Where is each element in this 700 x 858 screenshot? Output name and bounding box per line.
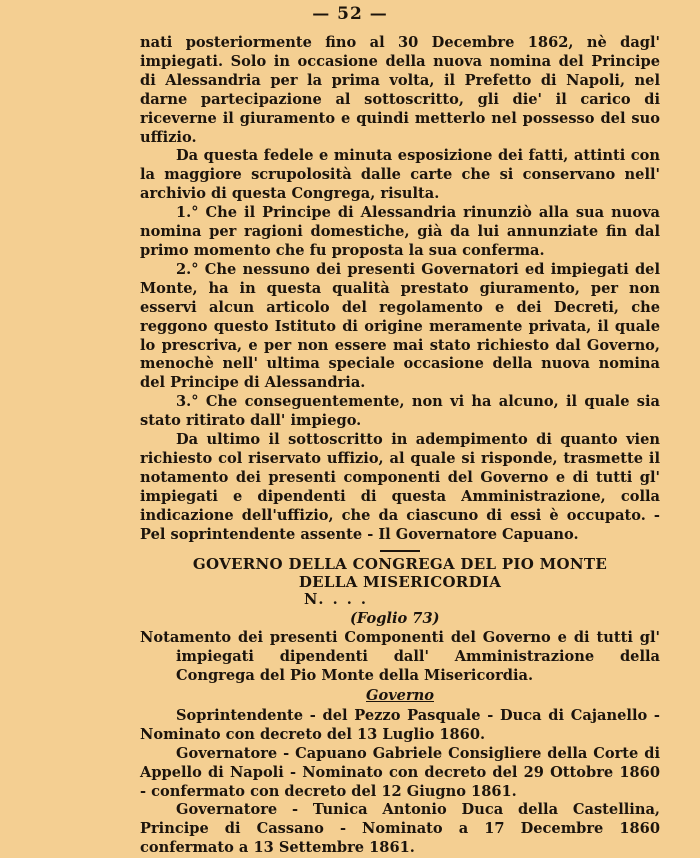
paragraph: nati posteriormente fino al 30 Decembre 1862, nè dagl' impiegati. Solo in occasione della nuova nomina del Principe di Alessandria per la prima volta, il Prefetto di Napoli, nel darne partecipazione al sottoscritto, gli die' il carico di riceverne il giuramento e quindi metterlo nel possesso del suo uffizio. [140,34,660,146]
list-item: Governatore - Tunica Antonio Duca della Castellina, Principe di Cassano - Nominato a 17 Decembre 1860 confermato a 13 Settembre 1861. [140,801,660,857]
section-heading [140,555,660,591]
paragraph: 3.° Che conseguentemente, non vi ha alcuno, il quale sia stato ritirato dall' impiego. [140,393,660,430]
paragraph: 2.° Che nessuno dei presenti Governatori ed impiegati del Monte, ha in questa qualità prestato giuramento, per non esservi alcun articolo del regolamento e dei Decreti, che reggono questo Istituto di origine meramente privata, il quale lo prescriva, e per non essere mai stato richiesto dal Governo, menochè nell' ultima speciale occasione della nuova nomina del Principe di Alessandria. [140,260,660,392]
heading-line: DELLA MISERICORDIA [298,573,502,592]
document-number: N. . . . [304,591,368,609]
subsection-title: Governo [366,687,434,704]
divider-rule [380,550,420,552]
page-body [140,34,660,858]
notamento-paragraph: Notamento dei presenti Componenti del Governo e di tutti gl' impiegati dipendenti dall' Amministrazione della Congrega del Pio Monte della Misericordia. [140,629,660,685]
list-item: Governatore - Capuano Gabriele Consigliere della Corte di Appello di Napoli - Nominato con decreto del 29 Ottobre 1860 - confermato con decreto del 12 Giugno 1861. [140,744,660,800]
paragraph: Da ultimo il sottoscritto in adempimento di quanto vien richiesto col riservato uffizio, al quale si risponde, trasmette il notamento dei presenti componenti del Governo e di tutti gl' impiegati e dipendenti di questa Amministrazione, colla indicazione dell'uffizio, che da ciascuno di essi è occupato. - Pel soprintendente assente - Il Governatore Capuano. [140,431,660,543]
paragraph: 1.° Che il Principe di Alessandria rinunziò alla sua nuova nomina per ragioni domestiche, già da lui annunziate fin dal primo momento che fu proposta la sua conferma. [140,204,660,259]
foglio-reference: (Foglio 73) [350,610,440,628]
list-item: Soprintendente - del Pezzo Pasquale - Duca di Cajanello - Nominato con decreto del 13 Luglio 1860. [140,706,660,743]
heading-line: GOVERNO DELLA CONGREGA DEL PIO MONTE [192,555,608,574]
page-number: — 52 — [312,4,388,24]
paragraph: Da questa fedele e minuta esposizione dei fatti, attinti con la maggiore scrupolosità dalle carte che si conservano nell' archivio di questa Congrega, risulta. [140,147,660,203]
